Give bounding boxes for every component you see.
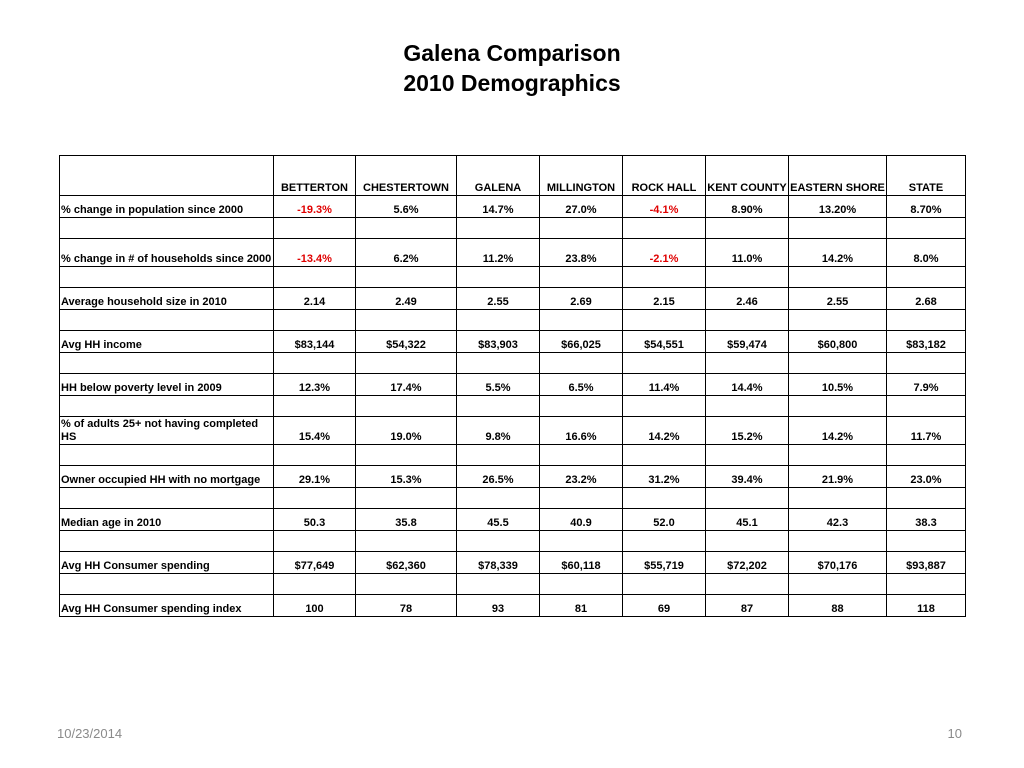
table-cell: 6.2%	[356, 239, 457, 267]
table-cell: 38.3	[887, 509, 966, 531]
empty-cell	[274, 218, 356, 239]
table-cell: $78,339	[457, 552, 540, 574]
empty-cell	[789, 353, 887, 374]
table-cell: 15.2%	[706, 417, 789, 445]
table-cell: $54,322	[356, 331, 457, 353]
table-cell: $93,887	[887, 552, 966, 574]
table-cell: $72,202	[706, 552, 789, 574]
table-row	[60, 331, 966, 353]
empty-cell	[540, 353, 623, 374]
table-cell: 9.8%	[457, 417, 540, 445]
empty-cell	[887, 267, 966, 288]
empty-cell	[356, 396, 457, 417]
empty-cell	[706, 267, 789, 288]
empty-cell	[274, 531, 356, 552]
table-cell: 2.55	[789, 288, 887, 310]
empty-cell	[356, 310, 457, 331]
table-cell: 11.2%	[457, 239, 540, 267]
table-cell: $83,182	[887, 331, 966, 353]
table-row	[60, 552, 966, 574]
empty-cell	[356, 531, 457, 552]
table-cell: 2.14	[274, 288, 356, 310]
empty-cell	[356, 574, 457, 595]
table-row	[60, 466, 966, 488]
empty-cell	[623, 310, 706, 331]
table-cell: 14.4%	[706, 374, 789, 396]
table-cell: 8.0%	[887, 239, 966, 267]
empty-cell	[706, 218, 789, 239]
table-cell: 2.49	[356, 288, 457, 310]
table-cell: 100	[274, 595, 356, 617]
table-cell: 14.7%	[457, 196, 540, 218]
empty-cell	[623, 267, 706, 288]
empty-cell	[60, 488, 274, 509]
empty-cell	[623, 445, 706, 466]
table-cell: 14.2%	[789, 417, 887, 445]
table-cell: 6.5%	[540, 374, 623, 396]
empty-cell	[274, 488, 356, 509]
table-cell: 2.46	[706, 288, 789, 310]
empty-cell	[457, 396, 540, 417]
table-cell: 7.9%	[887, 374, 966, 396]
table-cell: 69	[623, 595, 706, 617]
row-label: HH below poverty level in 2009	[60, 374, 274, 396]
empty-cell	[274, 445, 356, 466]
empty-cell	[274, 574, 356, 595]
spacer-row	[60, 574, 966, 595]
table-cell: 40.9	[540, 509, 623, 531]
table-cell: $54,551	[623, 331, 706, 353]
table-cell: -13.4%	[274, 239, 356, 267]
table-cell: $62,360	[356, 552, 457, 574]
empty-cell	[789, 310, 887, 331]
table-row	[60, 288, 966, 310]
empty-cell	[540, 574, 623, 595]
spacer-row	[60, 531, 966, 552]
table-cell: 5.5%	[457, 374, 540, 396]
table-cell: 14.2%	[623, 417, 706, 445]
empty-cell	[457, 488, 540, 509]
table-cell: 2.68	[887, 288, 966, 310]
table-cell: 27.0%	[540, 196, 623, 218]
table-row	[60, 417, 966, 445]
empty-cell	[887, 445, 966, 466]
table-cell: 31.2%	[623, 466, 706, 488]
spacer-row	[60, 267, 966, 288]
empty-cell	[540, 445, 623, 466]
column-header: EASTERN SHORE	[789, 156, 887, 196]
table-cell: 23.8%	[540, 239, 623, 267]
slide-date: 10/23/2014	[57, 726, 123, 741]
empty-cell	[887, 488, 966, 509]
spacer-row	[60, 353, 966, 374]
title-line-2: 2010 Demographics	[403, 70, 621, 96]
table-cell: 23.0%	[887, 466, 966, 488]
table-row	[60, 239, 966, 267]
empty-cell	[887, 531, 966, 552]
table-cell: 39.4%	[706, 466, 789, 488]
table-cell: $66,025	[540, 331, 623, 353]
empty-cell	[706, 310, 789, 331]
table-cell: 78	[356, 595, 457, 617]
empty-cell	[457, 574, 540, 595]
column-header: BETTERTON	[274, 156, 356, 196]
table-cell: 29.1%	[274, 466, 356, 488]
table-body	[60, 156, 966, 617]
table-row	[60, 509, 966, 531]
empty-cell	[789, 488, 887, 509]
row-label: Median age in 2010	[60, 509, 274, 531]
empty-cell	[706, 445, 789, 466]
empty-cell	[887, 353, 966, 374]
table-cell: 8.90%	[706, 196, 789, 218]
header-row	[60, 156, 966, 196]
empty-cell	[706, 353, 789, 374]
table-row	[60, 595, 966, 617]
table-cell: 10.5%	[789, 374, 887, 396]
table-cell: 8.70%	[887, 196, 966, 218]
empty-cell	[457, 218, 540, 239]
table-cell: 21.9%	[789, 466, 887, 488]
table-cell: 16.6%	[540, 417, 623, 445]
table-cell: $55,719	[623, 552, 706, 574]
empty-cell	[60, 574, 274, 595]
row-label: Avg HH income	[60, 331, 274, 353]
table-cell: 87	[706, 595, 789, 617]
title-line-1: Galena Comparison	[403, 40, 621, 66]
table-cell: -2.1%	[623, 239, 706, 267]
empty-cell	[540, 396, 623, 417]
page-number: 10	[947, 726, 962, 741]
table-cell: $83,903	[457, 331, 540, 353]
table-cell: $77,649	[274, 552, 356, 574]
row-label: % of adults 25+ not having completed HS	[60, 417, 274, 445]
table-cell: $70,176	[789, 552, 887, 574]
table-cell: -19.3%	[274, 196, 356, 218]
table-cell: 13.20%	[789, 196, 887, 218]
empty-cell	[887, 574, 966, 595]
table-cell: 12.3%	[274, 374, 356, 396]
empty-cell	[623, 574, 706, 595]
row-label: % change in population since 2000	[60, 196, 274, 218]
empty-cell	[356, 488, 457, 509]
table-cell: 15.3%	[356, 466, 457, 488]
table-cell: 45.5	[457, 509, 540, 531]
table-cell: -4.1%	[623, 196, 706, 218]
empty-cell	[356, 353, 457, 374]
table-cell: 93	[457, 595, 540, 617]
row-label: Average household size in 2010	[60, 288, 274, 310]
column-header: MILLINGTON	[540, 156, 623, 196]
row-label: % change in # of households since 2000	[60, 239, 274, 267]
table-row	[60, 196, 966, 218]
empty-cell	[274, 267, 356, 288]
slide-title	[0, 38, 1024, 98]
demographics-table	[59, 155, 966, 617]
empty-cell	[356, 267, 457, 288]
table-row	[60, 374, 966, 396]
empty-cell	[789, 445, 887, 466]
empty-cell	[457, 267, 540, 288]
empty-cell	[789, 396, 887, 417]
empty-cell	[540, 531, 623, 552]
table-cell: 19.0%	[356, 417, 457, 445]
header-corner-cell	[60, 156, 274, 196]
table-cell: 11.4%	[623, 374, 706, 396]
table-cell: 15.4%	[274, 417, 356, 445]
table-cell: 14.2%	[789, 239, 887, 267]
row-label: Owner occupied HH with no mortgage	[60, 466, 274, 488]
empty-cell	[887, 218, 966, 239]
empty-cell	[706, 396, 789, 417]
table-cell: $59,474	[706, 331, 789, 353]
empty-cell	[789, 574, 887, 595]
empty-cell	[356, 445, 457, 466]
empty-cell	[60, 310, 274, 331]
table-cell: $60,118	[540, 552, 623, 574]
column-header: GALENA	[457, 156, 540, 196]
table-cell: 35.8	[356, 509, 457, 531]
table-cell: 50.3	[274, 509, 356, 531]
empty-cell	[457, 531, 540, 552]
column-header: STATE	[887, 156, 966, 196]
spacer-row	[60, 310, 966, 331]
table-cell: 2.69	[540, 288, 623, 310]
empty-cell	[789, 531, 887, 552]
table-cell: 52.0	[623, 509, 706, 531]
empty-cell	[60, 445, 274, 466]
table-cell: 11.7%	[887, 417, 966, 445]
empty-cell	[623, 218, 706, 239]
empty-cell	[789, 267, 887, 288]
empty-cell	[706, 488, 789, 509]
table-cell: 42.3	[789, 509, 887, 531]
column-header: KENT COUNTY	[706, 156, 789, 196]
table-cell: 45.1	[706, 509, 789, 531]
table-cell: 118	[887, 595, 966, 617]
table-cell: 81	[540, 595, 623, 617]
empty-cell	[540, 218, 623, 239]
column-header: CHESTERTOWN	[356, 156, 457, 196]
column-header: ROCK HALL	[623, 156, 706, 196]
empty-cell	[623, 488, 706, 509]
empty-cell	[706, 531, 789, 552]
spacer-row	[60, 218, 966, 239]
table-cell: 11.0%	[706, 239, 789, 267]
empty-cell	[60, 531, 274, 552]
table-cell: 26.5%	[457, 466, 540, 488]
empty-cell	[274, 396, 356, 417]
empty-cell	[60, 267, 274, 288]
empty-cell	[274, 310, 356, 331]
empty-cell	[623, 396, 706, 417]
empty-cell	[60, 396, 274, 417]
table-cell: 88	[789, 595, 887, 617]
table-cell: 2.55	[457, 288, 540, 310]
empty-cell	[540, 267, 623, 288]
empty-cell	[60, 218, 274, 239]
row-label: Avg HH Consumer spending	[60, 552, 274, 574]
empty-cell	[60, 353, 274, 374]
empty-cell	[887, 310, 966, 331]
spacer-row	[60, 396, 966, 417]
empty-cell	[274, 353, 356, 374]
empty-cell	[623, 531, 706, 552]
empty-cell	[356, 218, 457, 239]
table-cell: $60,800	[789, 331, 887, 353]
spacer-row	[60, 488, 966, 509]
spacer-row	[60, 445, 966, 466]
table-cell: 23.2%	[540, 466, 623, 488]
empty-cell	[623, 353, 706, 374]
table-cell: 5.6%	[356, 196, 457, 218]
row-label: Avg HH Consumer spending index	[60, 595, 274, 617]
empty-cell	[706, 574, 789, 595]
table-cell: $83,144	[274, 331, 356, 353]
empty-cell	[457, 353, 540, 374]
table-cell: 2.15	[623, 288, 706, 310]
empty-cell	[540, 310, 623, 331]
table-cell: 17.4%	[356, 374, 457, 396]
empty-cell	[887, 396, 966, 417]
empty-cell	[457, 310, 540, 331]
empty-cell	[540, 488, 623, 509]
empty-cell	[789, 218, 887, 239]
empty-cell	[457, 445, 540, 466]
